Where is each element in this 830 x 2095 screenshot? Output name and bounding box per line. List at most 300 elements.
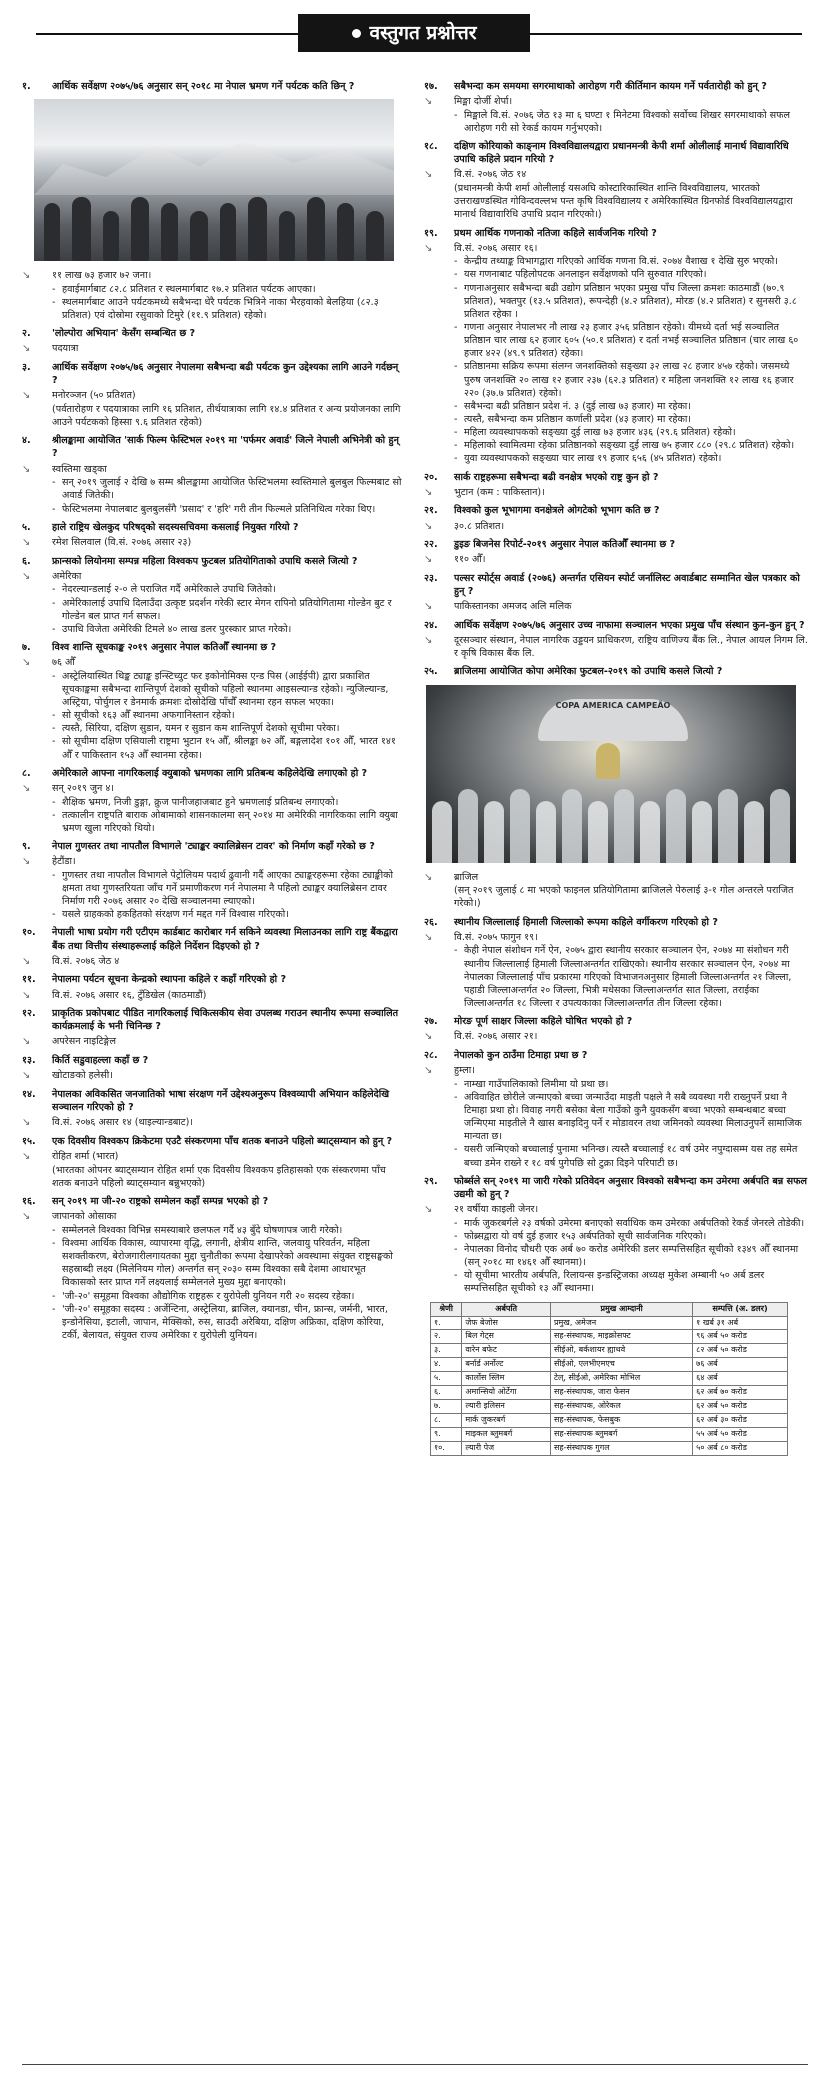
page-title-text: वस्तुगत प्रश्नोत्तर [369,22,477,44]
person-silhouette [103,211,119,261]
qa-item [22,555,402,636]
bullet-line [454,255,808,268]
question [22,1195,402,1208]
table-cell: ८२ अर्ब ५० करोड [693,1344,788,1358]
question-text: डुइङ बिजनेस रिपोर्ट-२०१९ अनुसार नेपाल कतिऔँ स्थानमा छ ? [454,539,676,551]
answer-text: ११ लाख ७३ हजार ७२ जना। [52,270,152,282]
dash-icon: - [52,296,56,308]
table-row [431,1386,788,1400]
answer-arrow-icon: ↘ [22,1211,31,1223]
dash-icon: - [52,477,56,489]
bullet-line [52,722,402,735]
question-text: फ्रान्सको लियोनमा सम्पन्न महिला विश्वकप फुटबल प्रतियोगिताको उपाधि कसले जित्यो ? [52,555,358,567]
dash-icon: - [454,1270,458,1282]
answer [22,855,402,869]
dash-icon: - [52,736,56,748]
bullet-line [454,1143,808,1169]
bullet-text: उपाधि विजेता अमेरिकी टिमले ४० लाख डलर पुरस्कार प्राप्त गरेको। [62,623,292,635]
bullet-line [454,944,808,1010]
table-row [431,1372,788,1386]
player-silhouette [640,801,660,863]
dash-icon: - [454,1243,458,1255]
answer [22,1069,402,1083]
bullet-line [52,597,402,623]
qa-item [424,227,808,466]
bullet-line [52,623,402,636]
answer [424,520,808,534]
dash-icon: - [454,269,458,281]
bullet-text: यस गणनाबाट पहिलोपटक अनलाइन सर्वेक्षणको पनि सुरुवात गरिएको। [464,269,707,281]
answer [424,1203,808,1217]
table-header-cell: प्रमुख आम्दानी [550,1302,692,1316]
answer-arrow-icon: ↘ [424,520,433,532]
qa-item [22,521,402,550]
answer-arrow-icon: ↘ [22,989,31,1001]
qa-item [424,572,808,614]
table-cell: माइकल ब्लुमबर्ग [462,1428,551,1442]
question-text: एक दिवसीय विश्वकप क्रिकेटमा एउटै संस्करणमा पाँच शतक बनाउने पहिलो ब्याट्सम्यान को हुन् ? [52,1135,393,1147]
bullet-line [454,282,808,321]
bullet-text: युवा व्यवस्थापकको सङ्ख्या चार लाख १९ हजार ६५६ (४५ प्रतिशत) रहेको। [464,453,722,465]
question-number: ५. [22,521,31,533]
table-cell: ९६ अर्ब ५० करोड [693,1330,788,1344]
answer-arrow-icon: ↘ [22,856,31,868]
answer-text: हुम्ला। [454,1065,475,1077]
qa-item [22,1195,402,1342]
bullet-text: केन्द्रीय तथ्याङ्क विभागद्वारा गरिएको आर्थिक गणना वि.सं. २०७४ वैशाख १ देखि सुरु भएको। [464,256,778,268]
question-number: ७. [22,641,31,653]
bullet-line [52,503,402,516]
people-group [34,191,394,261]
table-cell: ६. [431,1386,462,1400]
bullet-line [454,400,808,413]
qa-item [22,926,402,968]
table-row [431,1330,788,1344]
answer-text: २१ वर्षीया काइली जेनर। [454,1204,539,1216]
right-column [424,80,808,2080]
qa-item [424,1015,808,1044]
question [22,973,402,986]
copa-banner: COPA AMERICA CAMPEÃO [538,699,688,741]
qa-item [424,504,808,533]
bullet-text: सन् २०१९ जुलाई २ देखि ७ सम्म श्रीलङ्कामा आयोजित फेस्टिभलमा स्वस्तिमाले बुलबुल फिल्मबाट सो अवार्ड जितेकी। [62,477,402,502]
table-header-cell: श्रेणी [431,1302,462,1316]
answer-text: अमेरिका [52,570,82,582]
player-silhouette [666,789,686,863]
question [22,1007,402,1033]
table-row [431,1358,788,1372]
player-silhouette [484,801,504,863]
person-silhouette [131,197,149,261]
table-cell: सह-संस्थापक, जारा फेसन [550,1386,692,1400]
answer [22,1150,402,1164]
answer-note: (भारतका ओपनर ब्याट्सम्यान रोहित शर्मा एक दिवसीय विश्वकप इतिहासको एक संस्करणमा पाँच शतक बनाउने पहिलो ब्याट्सम्यान बन्नुभएको) [52,1164,386,1189]
table-cell: ५० अर्ब ८० करोड [693,1442,788,1456]
page-header [0,14,830,54]
dash-icon: - [454,1078,458,1090]
dash-icon: - [454,361,458,373]
question [424,916,808,929]
player-silhouette [458,789,478,863]
bullet-text: 'जी-२०' समूहमा विश्वका औद्योगिक राष्ट्रहरू र युरोपेली युनियन गरी २० सदस्य रहेका। [62,1290,355,1302]
question-number: २८. [424,1049,438,1061]
table-cell: १. [431,1316,462,1330]
bullet-text: गुणस्तर तथा नापतौल विभागले पेट्रोलियम पदार्थ ढुवानी गर्दै आएका ट्याङ्करहरूमा रहेका ट्याङ्कीको क्षमता तथा गुणस्तरियता जाँच गर्ने प्रमाणीकरण गर्न नेपालमा नै पहिलो ट्याङ्कर क्यालिब्रेसन टावर निर्माण गरी २०७६ असार २० देखि सञ्चालनमा ल्याएको। [62,869,393,908]
bullet-text: महिलाको स्वामित्वमा रहेका प्रतिष्ठानको सङ्ख्या दुई लाख ७५ हजार ८८० (२९.८ प्रतिशत) रहेको। [464,440,795,452]
bottom-rule [22,2064,808,2065]
question-number: ८. [22,767,31,779]
table-row [431,1414,788,1428]
table-row [431,1344,788,1358]
question-text: नेपाल गुणस्तर तथा नापतौल विभागले 'ट्याङ्कर क्यालिब्रेसन टावर' को निर्माण कहाँ गरेको छ ? [52,841,375,852]
question-number: २५. [424,666,438,678]
player-silhouette [510,789,530,863]
bullet-line [454,1091,808,1144]
dash-icon: - [52,809,56,821]
bullet-text: सबैभन्दा बढी प्रतिष्ठान प्रदेश नं. ३ (दुई लाख ७३ हजार) मा रहेका। [464,400,691,412]
bullet-icon [352,29,361,38]
qa-item [22,1135,402,1190]
bullet-text: मार्क जुकरबर्गले २३ वर्षको उमेरमा बनाएको सर्वाधिक कम उमेरका अर्बपतिको रेकर्ड जेनरले तोडेकी। [464,1217,805,1229]
dash-icon: - [52,1224,56,1236]
answer-text: अपरेसन नाइटिङ्गेल [52,1036,116,1048]
answer [424,600,808,614]
bullet-line [52,476,402,502]
answer-note: (सन् २०१९ जुलाई ८ मा भएको फाइनल प्रतियोगितामा ब्राजिलले पेरुलाई ३-१ गोल अन्तरले पराजित गरेको।) [454,885,794,910]
dash-icon: - [454,945,458,957]
answer-arrow-icon: ↘ [22,270,31,282]
question-number: १०. [22,927,36,939]
table-cell: ४. [431,1358,462,1372]
qa-item [22,434,402,515]
question [22,555,402,568]
bullet-text: गणनाअनुसार सबैभन्दा बढी उद्योग प्रतिष्ठान भएका प्रमुख पाँच जिल्ला क्रमशः काठमाडौं (७०.९ प्रतिशत), भक्तपुर (१३.५ प्रतिशत), रूपन्देही (४.२ प्रतिशत), मोरङ (४.२ प्रतिशत) र सुनसरी ३.८ प्रतिशत रहेका । [464,282,797,320]
qa-item [22,641,402,762]
answer [22,536,402,550]
answer [424,634,808,660]
bullet-line [454,1217,808,1230]
player-silhouette [692,801,712,863]
answer-arrow-icon: ↘ [424,554,433,566]
dash-icon: - [454,109,458,121]
question [424,1015,808,1028]
person-silhouette [248,197,266,261]
bullet-line [454,360,808,399]
person-silhouette [161,203,177,261]
bullet-line [52,809,402,835]
table-cell: ७. [431,1400,462,1414]
table-cell: ९. [431,1428,462,1442]
bullet-text: फोब्र्सद्वारा यो वर्ष दुई हजार १५३ अर्बपतिको सूची सार्वजनिक गरिएको। [464,1230,707,1242]
answer-arrow-icon: ↘ [424,1031,433,1043]
table-header-cell: सम्पत्ति (अ. डलर) [693,1302,788,1316]
answer-arrow-icon: ↘ [22,570,31,582]
dash-icon: - [454,440,458,452]
answer [22,570,402,584]
bullet-line [52,1303,402,1342]
dash-icon: - [454,414,458,426]
answer-arrow-icon: ↘ [424,931,433,943]
answer [424,242,808,256]
dash-icon: - [52,283,56,295]
table-cell: २. [431,1330,462,1344]
table-row [431,1428,788,1442]
qa-item [424,619,808,660]
answer-arrow-icon: ↘ [22,463,31,475]
question-text: किर्ति सडुवाहल्ला कहाँ छ ? [52,1055,149,1067]
person-silhouette [337,203,353,261]
table-header-cell: अर्बपति [462,1302,551,1316]
answer-text: वि.सं. २०७६ असार १६, टुँडिखेल (काठमाडौं) [52,989,207,1001]
question-number: २४. [424,620,438,632]
qa-item [424,538,808,567]
answer [424,168,808,182]
bullet-line [454,268,808,281]
question-number: १५. [22,1135,36,1147]
answer-arrow-icon: ↘ [22,1117,31,1129]
answer-text: वि.सं. २०७६ जेठ ४ [52,955,120,967]
question-number: २२. [424,539,438,551]
bullet-text: सम्मेलनले विश्वका विभिन्न समस्याबारे छलफल गर्दै ४३ बुँदे घोषणापत्र जारी गरेको। [62,1224,343,1236]
question-number: २. [22,328,31,340]
answer-arrow-icon: ↘ [424,601,433,613]
answer-text: रोहित शर्मा (भारत) [52,1151,119,1163]
question-number: १८. [424,141,438,153]
bullet-text: त्यस्तै, सबैभन्दा कम प्रतिष्ठान कर्णाली प्रदेश (४३ हजार) मा रहेका। [464,414,691,426]
bullet-line [454,1243,808,1269]
question-text: नेपाली भाषा प्रयोग गरी एटीएम कार्डबाट कारोबार गर्न सकिने व्यवस्था मिलाउनका लागि राष्ट्र बैंकद्वारा बैंक तथा वित्तीय संस्थाहरूलाई कहिले निर्देशन दिइएको हो ? [52,927,398,952]
bullet-text: 'जी-२०' समूहका सदस्य : अर्जेन्टिना, अस्ट्रेलिया, ब्राजिल, क्यानडा, चीन, फ्रान्स, जर्मनी, भारत, इन्डोनेसिया, इटाली, जापान, मेक्सिको, रुस, साउदी अरेबिया, दक्षिण अफ्रिका, दक्षिण कोरिया, टर्की, बेलायत, संयुक्त राज्य अमेरिका र युरोपेली युनियन। [62,1303,388,1342]
answer [22,342,402,356]
question-number: ६. [22,555,31,567]
dash-icon: - [52,710,56,722]
qa-item [424,916,808,1011]
qa-item [424,471,808,500]
dash-icon: - [52,584,56,596]
player-silhouette [718,789,738,863]
table-cell: ८. [431,1414,462,1428]
bullet-text: शैक्षिक भ्रमण, निजी डुङ्गा, क्रुज पानीजहाजबाट हुने भ्रमणलाई प्रतिबन्ध लगाएको। [62,796,339,808]
question-text: सन् २०१९ मा जी-२० राष्ट्रको सम्मेलन कहाँ सम्पन्न भएको हो ? [52,1196,269,1208]
answer-text: मनोरञ्जन (५० प्रतिशत) [52,390,136,402]
dash-icon: - [52,597,56,609]
bullet-text: मिङ्माले वि.सं. २०७६ जेठ १३ मा ६ घण्टा १ मिनेटमा विश्वको सर्वोच्च शिखर सगरमाथाको सफल आरोहण गरी सो रेकर्ड कायम गर्नुभएको। [464,109,791,134]
answer-arrow-icon: ↘ [424,871,433,883]
qa-item [424,1049,808,1170]
question-number: २६. [424,916,438,928]
answer-arrow-icon: ↘ [424,635,433,647]
bullet-line [52,1237,402,1290]
question [22,641,402,654]
qa-item [424,140,808,221]
dash-icon: - [52,909,56,921]
question-number: २७. [424,1016,438,1028]
answer-text: वि.सं. २०७६ असार १६। [454,242,538,254]
dash-icon: - [454,1230,458,1242]
question [22,521,402,534]
table-cell: सह-संस्थापक, माइक्रोसफ्ट [550,1330,692,1344]
question-text: आर्थिक सर्वेक्षण २०७५/७६ अनुसार उच्च नाफामा सञ्चालन भएका प्रमुख पाँच संस्थान कुन-कुन हुन् ? [454,620,805,632]
dash-icon: - [454,427,458,439]
bullet-line [52,709,402,722]
bullet-line [454,452,808,465]
bullet-text: यसरी जन्मिएको बच्चालाई पुनामा भनिन्छ। त्यस्तै बच्चालाई १८ वर्ष उमेर नपुग्दासम्म यस तह समेत बच्चा डमेन राख्ने र १८ वर्ष पुगेपछि सो टुक्रा दिइने परिपाटी छ। [464,1144,798,1169]
question-text: आर्थिक सर्वेक्षण २०७५/७६ अनुसार नेपालमा सबैभन्दा बढी पर्यटक कुन उद्देश्यका लागि आउने गर्दछन् ? [52,362,399,387]
qa-item [22,1088,402,1130]
answer-text: खोटाङको हलेसी। [52,1070,113,1082]
answer-text: सन् २०१९ जुन ४। [52,782,114,794]
table-cell: टेल्, सीईओ, अमेरिका मोभिल [550,1372,692,1386]
qa-item [424,80,808,135]
answer [424,486,808,500]
question [424,619,808,632]
answer [424,95,808,109]
question-number: १९. [424,227,438,239]
bullet-text: त्यस्तै, सिरिया, दक्षिण सुडान, यमन र सुडान कम शान्तिपूर्ण देशको सूचीमा परेका। [62,723,340,735]
table-cell: ल्यारी पेज [462,1442,551,1456]
dash-icon: - [52,503,56,515]
person-silhouette [307,197,325,261]
dash-icon: - [52,1238,56,1250]
answer-note: (पर्वतारोहण र पदयात्राका लागि १६ प्रतिशत, तीर्थयात्राका लागि १४.४ प्रतिशत र अन्य प्रयोजनका लागि आउने पर्यटकको हिस्सा ९.६ प्रतिशत रहेको) [52,404,401,429]
question-text: दक्षिण कोरियाको काङ्नाम विश्वविद्यालयद्वारा प्रधानमन्त्री केपी शर्मा ओलीलाई मानार्थ विद्यावारिधि उपाधि कहिले प्रदान गरियो ? [454,141,789,166]
bullet-line [52,1290,402,1303]
bullet-text: नाम्खा गाउँपालिकाको लिमीमा यो प्रथा छ। [464,1078,609,1090]
answer-text: रमेश सिलवाल (वि.सं. २०७६ असार २३) [52,536,192,548]
bullet-text: फेस्टिभलमा नेपालबाट बुलबुलसँगै 'प्रसाद' र 'हरि' गरी तीन फिल्मले प्रतिनिधित्व गरेका थिए। [62,503,376,515]
bullet-text: प्रतिष्ठानमा सक्रिय रूपमा संलग्न जनशक्तिको सङ्ख्या ३२ लाख २८ हजार ४५७ रहेको। जसमध्ये पुरुष जनशक्ति २० लाख १२ हजार २३७ (६२.३ प्रतिशत) र महिला जनशक्ति १२ लाख १६ हजार २२० (३७.७ प्रतिशत) रहेको। [464,361,794,399]
question-number: ३. [22,362,31,374]
answer-note: (प्रधानमन्त्री केपी शर्मा ओलीलाई यसअघि कोस्टारिकास्थित शान्ति विश्वविद्यालय, भारतको उत्तराखण्डस्थित गोविन्दवल्लभ पन्त कृषि विश्वविद्यालय र अमेरिकास्थित ग्रिनफोर्ड विश्वविद्यालयद्वारा मानार्थ विद्यावारिधि उपाधि प्रदान गरिएको।) [454,183,793,221]
question-text: नेपालमा पर्यटन सूचना केन्द्रको स्थापना कहिले र कहाँ गरिएको हो ? [52,974,287,986]
table-cell: सह-संस्थापक गुगल [550,1442,692,1456]
answer-arrow-icon: ↘ [424,169,433,181]
answer-text: वि.सं. २०७६ असार १४ (थाइल्यान्डबाट)। [52,1117,194,1129]
answer-arrow-icon: ↘ [22,1036,31,1048]
qa-item [22,80,402,322]
table-cell: बिल गेट्स [462,1330,551,1344]
bullet-text: महिला व्यवस्थापकको सङ्ख्या दुई लाख ७३ हजार ४३६ (२९.६ प्रतिशत) रहेको। [464,427,736,439]
answer-text: मिङ्मा दोर्जी शेर्पा। [454,96,513,108]
answer-arrow-icon: ↘ [22,782,31,794]
answer-arrow-icon: ↘ [22,657,31,669]
question [22,840,402,853]
person-silhouette [72,197,90,261]
answer-text: पदयात्रा [52,343,79,355]
dash-icon: - [454,400,458,412]
table-cell: सीईओ, बर्कशायर ह्याथवे [550,1344,692,1358]
qa-item [22,973,402,1002]
question-number: २३. [424,573,438,585]
answer [22,1210,402,1224]
answer-arrow-icon: ↘ [22,390,31,402]
player-silhouette [770,789,790,863]
bullet-text: सो सूचीमा दक्षिण एसियाली राष्ट्रमा भुटान १५ औँ, श्रीलङ्का ७२ औँ, बङ्गलादेश १०१ औँ, भारत १४१ औँ र पाकिस्तान १५३ औँ स्थानमा रहेका। [62,736,396,761]
question-text: फोर्ब्सले सन् २०१९ मा जारी गरेको प्रतिवेदन अनुसार विश्वको सबैभन्दा कम उमेरमा अर्बपति बन्न सफल उद्यमी को हुन् ? [454,1175,807,1200]
answer [22,269,402,283]
answer-text: स्वस्तिमा खड्का [52,463,107,475]
dash-icon: - [52,670,56,682]
table-cell: ५. [431,1372,462,1386]
question [424,471,808,484]
table-row [431,1400,788,1414]
question [424,1049,808,1062]
question [424,665,808,678]
answer-text: पाकिस्तानका अमजद अलि मलिक [454,601,572,613]
answer-arrow-icon: ↘ [424,1204,433,1216]
answer [22,1116,402,1130]
question [424,504,808,517]
bullet-text: नेपालका विनोद चौधरी एक अर्ब ७० करोड अमेरिकी डलर सम्पत्तिसहित सूचीको १३४९ औँ स्थानमा (सन् २०१८ मा १४६१ औँ स्थानमा)। [464,1243,799,1269]
bullet-text: गणना अनुसार नेपालभर नौ लाख २३ हजार ३५६ प्रतिष्ठान रहेको। यीमध्ये दर्ता भई सञ्चालित प्रतिष्ठान चार लाख ६२ हजार ६०५ (५०.१ प्रतिशत) र दर्ता नभई सञ्चालित प्रतिष्ठान (चार लाख ६० हजार ४२२ (४९.९ प्रतिशत) रहेका। [464,322,799,360]
question-number: १३. [22,1055,36,1067]
answer [424,871,808,885]
page-title [298,14,530,52]
bullet-line [454,109,808,135]
left-column [22,80,402,2080]
question [22,361,402,387]
answer-text: हेटौंडा। [52,856,76,868]
bullet-text: सो सूचीको १६३ औँ स्थानमा अफगानिस्तान रहेको। [62,710,235,722]
bullet-line [52,670,402,709]
table-cell: सह-संस्थापक, फेसबुक [550,1414,692,1428]
question-number: १७. [424,81,438,92]
answer [22,656,402,670]
question [424,80,808,93]
question-text: ब्राजिलमा आयोजित कोपा अमेरिका फुटबल-२०१९ को उपाधि कसले जित्यो ? [454,666,723,678]
question [22,926,402,952]
answer-arrow-icon: ↘ [424,1065,433,1077]
qa-item [424,1175,808,1296]
table-cell: ६२ अर्ब ३० करोड [693,1414,788,1428]
answer [424,1030,808,1044]
question [22,767,402,780]
answer-text: ७६ औँ [52,657,75,669]
bullet-line [52,1224,402,1237]
question-text: श्रीलङ्कामा आयोजित 'सार्क फिल्म फेस्टिभल २०१९ मा 'पर्फमर अवार्ड' जित्ने नेपाली अभिनेत्री को हुन् ? [52,435,399,460]
answer [424,553,808,567]
bullet-line [52,908,402,921]
dash-icon: - [454,256,458,268]
player-silhouette [562,789,582,863]
question-text: मोरङ पूर्ण साक्षर जिल्ला कहिले घोषित भएको हो ? [454,1016,633,1028]
qa-item [22,1007,402,1049]
bullet-line [52,583,402,596]
answer-text: वि.सं. २०७६ असार २१। [454,1031,538,1043]
question-number: १६. [22,1196,36,1208]
table-cell: १०. [431,1442,462,1456]
bullet-line [454,439,808,452]
answer [424,931,808,945]
table-cell: सह-संस्थापक, ओरेकल [550,1400,692,1414]
answer-arrow-icon: ↘ [424,242,433,254]
question [424,227,808,240]
table-row [431,1316,788,1330]
answer [22,1035,402,1049]
question-text: प्रथम आर्थिक गणनाको नतिजा कहिले सार्वजनिक गरियो ? [454,227,657,239]
players-group [426,783,796,863]
table-cell: सह-संस्थापक ब्लुमबर्ग [550,1428,692,1442]
bullet-line [52,869,402,908]
question-number: ११. [22,974,36,986]
question-text: नेपालका अविकसित जनजातिको भाषा संरक्षण गर्ने उद्देश्यअनुरूप विश्वव्यापी अभियान कहिलेदेखि सञ्चालन गरिएको हो ? [52,1088,390,1114]
bullet-line [52,735,402,761]
dash-icon: - [454,1217,458,1229]
answer-arrow-icon: ↘ [424,486,433,498]
answer [22,955,402,969]
question-text: आर्थिक सर्वेक्षण २०७५/७६ अनुसार सन् २०१८ मा नेपाल भ्रमण गर्ने पर्यटक कति छिन् ? [52,81,355,92]
qa-item [22,767,402,835]
